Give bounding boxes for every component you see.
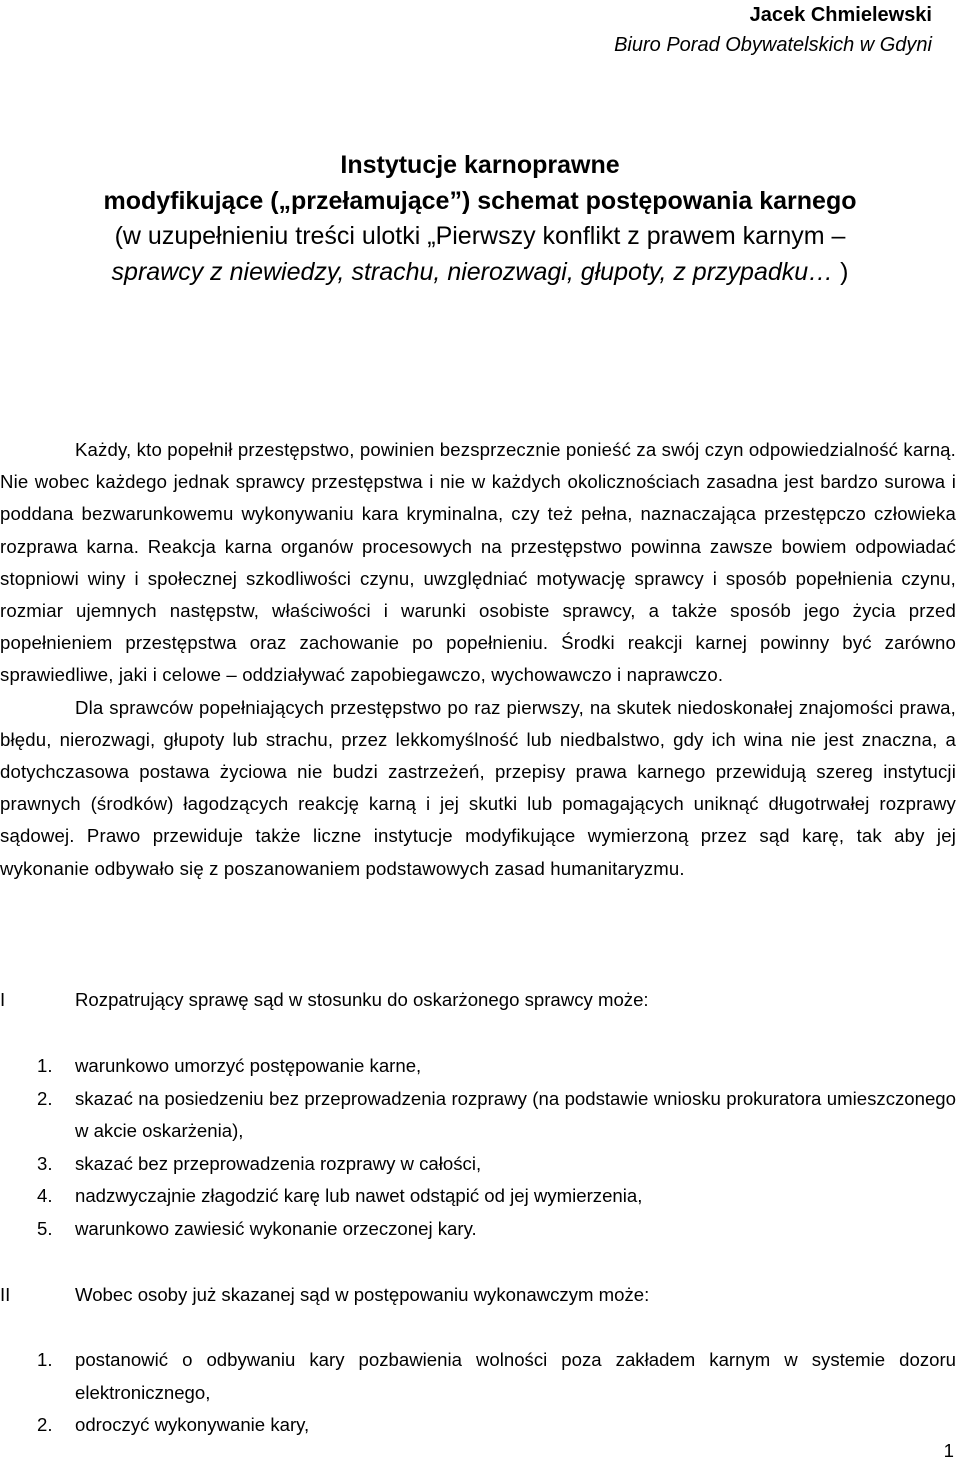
list-item: [0, 1213, 956, 1246]
title-line-4-close: ): [833, 257, 849, 286]
author-organization: Biuro Porad Obywatelskich w Gdyni: [614, 34, 932, 56]
section-2-list: [0, 1344, 956, 1442]
document-title: [0, 148, 960, 290]
section-2-title: Wobec osoby już skazanej sąd w postępowaniu wykonawczym może:: [75, 1284, 650, 1305]
list-item-number: 4.: [37, 1185, 53, 1206]
list-item-text: skazać na posiedzeniu bez przeprowadzenia rozprawy (na podstawie wniosku prokuratora umieszczonego w akcie oskarżenia),: [75, 1087, 956, 1141]
title-line-4: [0, 255, 960, 291]
author-block: [614, 0, 932, 60]
title-line-1: Instytucje karnoprawne: [340, 151, 620, 179]
list-item-text: odroczyć wykonywanie kary,: [75, 1414, 310, 1435]
list-item-number: 5.: [37, 1217, 53, 1239]
title-line-3: (w uzupełnieniu treści ulotki „Pierwszy konflikt z prawem karnym –: [114, 222, 846, 250]
section-1-list: [0, 1050, 956, 1245]
list-item: [0, 1180, 956, 1213]
section-2-number: II: [0, 1284, 11, 1305]
list-item-number: 3.: [37, 1152, 53, 1174]
title-line-4-italic: sprawcy z niewiedzy, strachu, nierozwagi, głupoty, z przypadku…: [111, 257, 834, 286]
page-number: 1: [943, 1440, 954, 1461]
section-1-title: Rozpatrujący sprawę sąd w stosunku do oskarżonego sprawcy może:: [75, 989, 649, 1010]
body-text: [0, 434, 956, 885]
list-item: [0, 1050, 956, 1083]
list-item-number: 2.: [37, 1087, 53, 1109]
list-item-number: 1.: [37, 1055, 53, 1076]
list-item: [0, 1409, 956, 1442]
list-item-text: warunkowo umorzyć postępowanie karne,: [75, 1055, 422, 1076]
title-line-2: modyfikujące („przełamujące”) schemat postępowania karnego: [103, 186, 857, 215]
paragraph-2: Dla sprawców popełniających przestępstwo po raz pierwszy, na skutek niedoskonałej znajomości prawa, błędu, nierozwagi, głupoty lub strachu, przez lekkomyślność lub niedbalstwo, gdy ich wina nie jest znaczna, a dotychczasowa postawa życiowa nie budzi zastrzeżeń, przepisy prawa karnego przewidują szereg instytucji prawnych (środków) łagodzących reakcję karną i jej skutki lub pomagających uniknąć długotrwałej rozprawy sądowej. Prawo przewiduje także liczne instytucje modyfikujące wymierzoną przez sąd karę, tak aby jej wykonanie odbywało się z poszanowaniem podstawowych zasad humanitaryzmu.: [0, 696, 956, 879]
list-item-number: 2.: [37, 1414, 53, 1435]
list-item: [0, 1083, 956, 1148]
section-1-number: I: [0, 989, 6, 1010]
list-item-text: warunkowo zawiesić wykonanie orzeczonej kary.: [75, 1217, 477, 1239]
list-item-text: skazać bez przeprowadzenia rozprawy w całości,: [75, 1152, 482, 1174]
paragraph-1: Każdy, kto popełnił przestępstwo, powinien bezsprzecznie ponieść za swój czyn odpowiedzialność karną. Nie wobec każdego jednak sprawcy przestępstwa i nie w każdych okolicznościach zasadna jest bardzo surowa i poddana bezwarunkowemu wykonywaniu kara kryminalna, czy też pełna, naznaczająca przestępczo człowieka rozprawa karna. Reakcja karna organów procesowych na przestępstwo powinna zawsze bowiem odpowiadać stopniowi winy i społecznej szkodliwości czynu, uwzględniać motywację sprawcy i sposób popełnienia czynu, rozmiar ujemnych następstw, właściwości i warunki osobiste sprawcy, a także sposób jego życia przed popełnieniem przestępstwa oraz zachowanie po popełnieniu. Środki reakcji karnej powinny być zarówno sprawiedliwe, jaki i celowe – oddziaływać zapobiegawczo, wychowawczo i naprawczo.: [0, 439, 956, 686]
list-item: [0, 1344, 956, 1409]
author-name: Jacek Chmielewski: [749, 4, 932, 26]
list-item-text: nadzwyczajnie złagodzić karę lub nawet odstąpić od jej wymierzenia,: [75, 1185, 643, 1206]
list-item: [0, 1148, 956, 1181]
list-item-number: 1.: [37, 1349, 53, 1370]
list-item-text: postanowić o odbywaniu kary pozbawienia wolności poza zakładem karnym w systemie dozoru elektronicznego,: [75, 1349, 956, 1403]
